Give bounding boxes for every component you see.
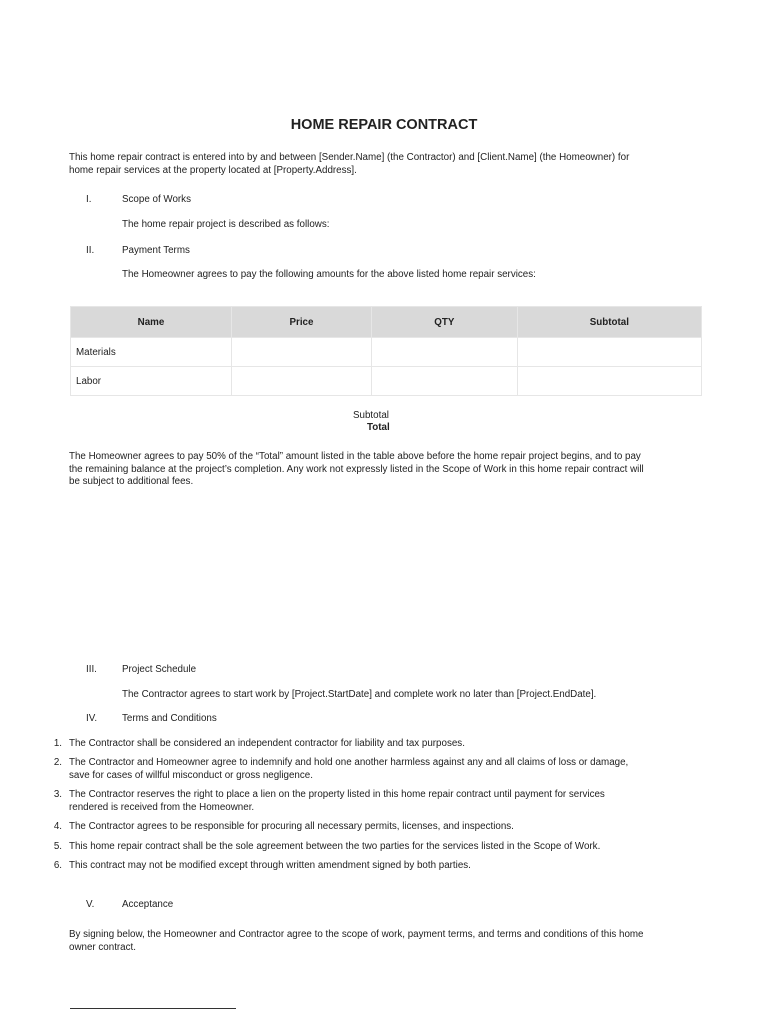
header-price: Price [231, 307, 371, 338]
term-6-text: This contract may not be modified except through written amendment signed by both parties. [69, 860, 471, 871]
row-materials-name: Materials [71, 338, 232, 367]
acceptance-line-1: By signing below, the Homeowner and Contractor agree to the scope of work, payment terms, and terms and conditions of this home [69, 929, 644, 940]
row-materials-price [231, 338, 371, 367]
term-3-number: 3. [53, 789, 62, 800]
term-6-number: 6. [53, 860, 62, 871]
term-3-line-2: rendered is received from the Homeowner. [69, 801, 255, 813]
section-3-title: Project Schedule [122, 664, 197, 675]
header-subtotal: Subtotal [517, 307, 701, 338]
term-1-number: 1. [53, 738, 62, 749]
term-4-text: The Contractor agrees to be responsible for procuring all necessary permits, licenses, and inspections. [69, 821, 514, 832]
section-3-body: The Contractor agrees to start work by [Project.StartDate] and complete work no later than [Project.EndDate]. [122, 689, 597, 700]
section-1-number: I. [86, 194, 92, 205]
row-labor-subtotal [517, 367, 701, 396]
payment-note-line-2: the remaining balance at the project’s completion. Any work not expressly listed in the Scope of Work in this home repair contract will [69, 463, 644, 475]
section-2-body: The Homeowner agrees to pay the following amounts for the above listed home repair services: [122, 269, 536, 280]
table-row [71, 367, 702, 396]
section-5-number: V. [86, 899, 95, 910]
payment-table [70, 306, 702, 396]
table-row [71, 338, 702, 367]
document-title: HOME REPAIR CONTRACT [290, 117, 478, 133]
term-4-number: 4. [53, 821, 62, 832]
section-4-title: Terms and Conditions [122, 713, 217, 724]
table-header-row [71, 307, 702, 338]
term-2-line-1: The Contractor and Homeowner agree to indemnify and hold one another harmless against any and all claims of loss or damage, [69, 757, 629, 768]
row-materials-subtotal [517, 338, 701, 367]
row-labor-price [231, 367, 371, 396]
payment-note-line-1: The Homeowner agrees to pay 50% of the “Total” amount listed in the table above before the home repair project begins, and to pay [69, 451, 641, 462]
header-name: Name [71, 307, 232, 338]
term-5-number: 5. [53, 841, 62, 852]
section-1-body: The home repair project is described as follows: [122, 219, 330, 230]
payment-note-line-3: be subject to additional fees. [69, 476, 194, 487]
section-3-number: III. [86, 664, 97, 675]
acceptance-line-2: owner contract. [69, 941, 136, 953]
intro-paragraph [69, 152, 629, 177]
term-1-text: The Contractor shall be considered an independent contractor for liability and tax purposes. [69, 738, 465, 749]
row-materials-qty [371, 338, 517, 367]
acceptance-paragraph [69, 929, 644, 954]
row-labor-name: Labor [71, 367, 232, 396]
term-3-text [69, 789, 605, 814]
section-4-number: IV. [86, 713, 98, 724]
row-labor-qty [371, 367, 517, 396]
signature-line [70, 1008, 236, 1009]
intro-line-2: home repair services at the property located at [Property.Address]. [69, 164, 357, 176]
term-2-number: 2. [53, 757, 62, 768]
intro-line-1: This home repair contract is entered into by and between [Sender.Name] (the Contractor) and [Client.Name] (the Homeowner) for [69, 152, 630, 163]
term-5-text: This home repair contract shall be the sole agreement between the two parties for the services listed in the Scope of Work. [69, 841, 601, 852]
term-2-text [69, 757, 628, 782]
payment-note [69, 451, 644, 489]
subtotal-label: Subtotal [353, 410, 389, 421]
term-3-line-1: The Contractor reserves the right to place a lien on the property listed in this home repair contract until payment for services [69, 789, 605, 800]
section-2-number: II. [86, 245, 95, 256]
section-2-title: Payment Terms [122, 245, 190, 256]
total-label: Total [367, 422, 390, 433]
section-5-title: Acceptance [122, 899, 174, 910]
term-2-line-2: save for cases of willful misconduct or gross negligence. [69, 769, 313, 781]
section-1-title: Scope of Works [122, 194, 191, 205]
header-qty: QTY [371, 307, 517, 338]
